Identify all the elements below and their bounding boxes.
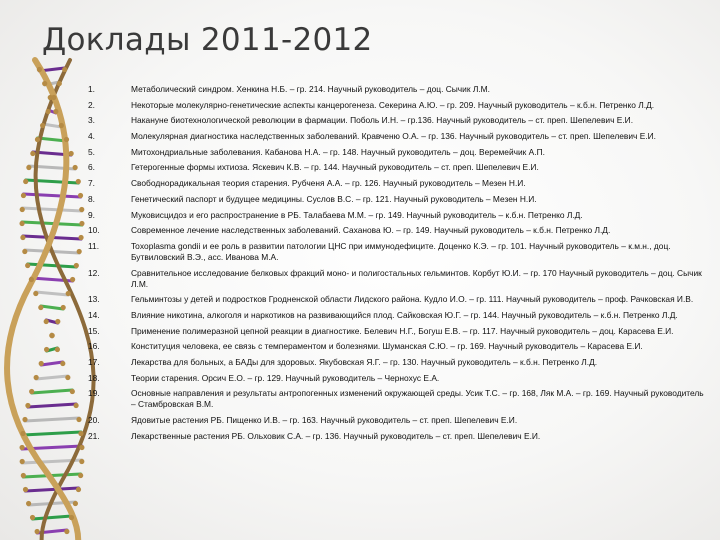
helix-bead [20, 207, 25, 212]
list-item [88, 100, 708, 111]
reports-list [88, 84, 708, 446]
helix-bead [20, 459, 25, 464]
helix-base-pair [36, 292, 68, 295]
helix-bead [35, 137, 40, 142]
helix-bead [39, 361, 44, 366]
helix-bead [29, 277, 34, 282]
helix-bead [50, 333, 55, 338]
helix-bead [74, 263, 79, 268]
list-item [88, 341, 708, 352]
list-item-number: 2. [88, 99, 95, 110]
helix-bead [26, 165, 31, 170]
helix-bead [44, 319, 49, 324]
helix-bead [69, 515, 74, 520]
list-item-number: 1. [88, 84, 95, 94]
helix-bead [78, 473, 83, 478]
list-item-number: 14. [88, 309, 100, 320]
list-item-text: Toxoplasma gondii и ее роль в развитии патологии ЦНС при иммунодефиците. Доценко К.Э. – гр. 101. Научный руководитель – к.м.н., доц. Бутвиловский В.Э., асс. Иванова М.А. [131, 240, 671, 262]
helix-bead [73, 165, 78, 170]
list-item [88, 310, 708, 321]
helix-bead [23, 487, 28, 492]
list-item-text: Метаболический синдром. Хенкина Н.Б. – гр. 214. Научный руководитель – доц. Сычик Л.М. [131, 84, 490, 94]
helix-base-pair [22, 208, 82, 211]
helix-bead [64, 137, 69, 142]
helix-bead [25, 403, 30, 408]
list-item [88, 326, 708, 337]
list-item-text: Конституция человека, ее связь с темпераментом и болезнями. Шуманская С.Ю. – гр. 169. Научный руководитель – Карасева Е.И. [131, 341, 643, 352]
helix-base-pair [41, 306, 63, 309]
list-item-text: Влияние никотина, алкоголя и наркотиков на развивающийся плод. Сайковская Ю.Г. – гр. 144. Научный руководитель – к.б.н. Петренко Л.Д. [131, 309, 678, 320]
list-item [88, 131, 708, 142]
page-title: Доклады 2011-2012 [42, 22, 373, 58]
list-item-number: 4. [88, 131, 95, 142]
list-item-number: 21. [88, 430, 100, 441]
list-item [88, 225, 708, 236]
helix-bead [55, 319, 60, 324]
helix-bead [19, 221, 24, 226]
list-item-number: 9. [88, 209, 95, 220]
list-item-text: Митохондриальные заболевания. Кабанова Н.А. – гр. 148. Научный руководитель – доц. Веремейчик А.П. [131, 146, 545, 157]
helix-bead [78, 235, 83, 240]
helix-bead [64, 529, 69, 534]
helix-bead [55, 347, 60, 352]
list-item-text: Молекулярная диагностика наследственных заболеваний. Кравченю О.А. – гр. 136. Научный руководитель – ст. преп. Шепелевич Е.И. [131, 131, 656, 142]
helix-bead [30, 151, 35, 156]
list-item-number: 10. [88, 225, 100, 236]
list-item-text: Муковисцидоз и его распространение в РБ. Талабаева М.М. – гр. 149. Научный руководитель – к.б.н. Петренко Л.Д. [131, 209, 583, 220]
list-item-number: 18. [88, 372, 100, 383]
list-item [88, 84, 708, 95]
helix-bead [33, 291, 38, 296]
helix-base-pair [26, 488, 79, 491]
helix-base-pair [28, 404, 76, 407]
list-item-number: 17. [88, 357, 100, 367]
list-item-text: Основные направления и результаты антропогенных изменений окружающей среды. Усик Т.С. – гр. 168, Ляк М.А. – гр. 169. Научный руководитель – Стамбровская В.М. [131, 388, 704, 410]
helix-bead [23, 179, 28, 184]
list-item-text: Применение полимеразной цепной реакции в диагностике. Белевич Н.Г., Богуш Е.В. – гр. 117. Научный руководитель – доц. Карасева Е.И. [131, 325, 674, 336]
list-item-text: Гельминтозы у детей и подростков Гродненской области Лидского района. Кудло И.О. – гр. 111. Научный руководитель – проф. Рачковская И.В. [131, 294, 694, 305]
list-item [88, 241, 708, 263]
helix-bead [78, 193, 83, 198]
helix-bead [79, 221, 84, 226]
helix-base-pair [28, 264, 77, 267]
list-item-number: 8. [88, 193, 95, 204]
list-item-text: Лекарства для больных, а БАДы для здоровых. Якубовская Я.Г. – гр. 130. Научный руководитель – к.б.н. Петренко Л.Д. [131, 357, 598, 367]
list-item [88, 194, 708, 205]
list-item [88, 294, 708, 305]
helix-bead [73, 501, 78, 506]
helix-bead [35, 529, 40, 534]
helix-bead [38, 305, 43, 310]
helix-bead [79, 445, 84, 450]
helix-bead [76, 179, 81, 184]
helix-base-pair [22, 222, 82, 225]
helix-base-pair [25, 418, 79, 421]
list-item-text: Теории старения. Орсич Е.О. – гр. 129. Научный руководитель – Чернохус Е.А. [131, 372, 440, 383]
helix-bead [46, 109, 51, 114]
helix-bead [57, 81, 62, 86]
helix-bead [21, 473, 26, 478]
list-item [88, 147, 708, 158]
helix-base-pair [23, 194, 80, 197]
list-item-text: Генетический паспорт и будущее медицины. Суслов В.С. – гр. 121. Научный руководитель – Мезен Н.И. [131, 193, 537, 204]
list-item-number: 16. [88, 341, 100, 352]
helix-bead [20, 431, 25, 436]
helix-bead [59, 123, 64, 128]
helix-bead [60, 361, 65, 366]
list-item-number: 20. [88, 415, 100, 426]
list-item-number: 13. [88, 294, 100, 305]
helix-bead [29, 389, 34, 394]
list-item-text: Сравнительное исследование белковых фракций моно- и полигостальных гельминтов. Корбут Ю.И. – гр. 170 Научный руководитель – доц. Сычик Л.М. [131, 267, 702, 289]
list-item [88, 268, 708, 290]
helix-bead [70, 277, 75, 282]
helix-bead [19, 445, 24, 450]
list-item [88, 115, 708, 126]
helix-bead [20, 235, 25, 240]
list-item [88, 388, 708, 410]
list-item [88, 357, 708, 368]
helix-bead [42, 81, 47, 86]
helix-bead [22, 417, 27, 422]
helix-bead [70, 389, 75, 394]
list-item-number: 6. [88, 162, 95, 173]
helix-base-pair [23, 432, 81, 435]
helix-bead [62, 67, 67, 72]
helix-base-pair [26, 180, 79, 183]
helix-bead [76, 487, 81, 492]
list-item-number: 19. [88, 388, 100, 399]
list-item-text: Современное лечение наследственных заболеваний. Саханова Ю. – гр. 149. Научный руководитель – к.б.н. Петренко Л.Д. [131, 225, 611, 236]
list-item-text: Лекарственные растения РБ. Ольховик С.А. – гр. 136. Научный руководитель – ст. преп. Шепелевич Е.И. [131, 430, 541, 441]
helix-bead [53, 109, 58, 114]
list-item-text: Гетерогенные формы ихтиоза. Яскевич К.В. – гр. 144. Научный руководитель – ст. преп. Шепелевич Е.И. [131, 162, 539, 173]
helix-bead [69, 151, 74, 156]
helix-bead [66, 291, 71, 296]
list-item [88, 178, 708, 189]
helix-bead [25, 263, 30, 268]
helix-bead [78, 431, 83, 436]
list-item-number: 12. [88, 267, 100, 278]
list-item [88, 162, 708, 173]
helix-base-pair [41, 362, 63, 365]
helix-bead [79, 207, 84, 212]
helix-base-pair [32, 390, 73, 393]
list-item-text: Накануне биотехнологической революции в фармации. Поболь И.Н. – гр.136. Научный руководитель – ст. преп. Шепелевич Е.И. [131, 115, 634, 126]
helix-bead [73, 403, 78, 408]
list-item-number: 3. [88, 115, 95, 126]
list-item-text: Некоторые молекулярно-генетические аспекты канцерогенеза. Секерина А.Ю. – гр. 209. Научный руководитель – к.б.н. Петренко Л.Д. [131, 99, 655, 110]
helix-bead [76, 417, 81, 422]
helix-bead [77, 249, 82, 254]
list-item-number: 7. [88, 178, 95, 189]
helix-bead [21, 193, 26, 198]
helix-bead [79, 459, 84, 464]
helix-bead [22, 249, 27, 254]
helix-bead [40, 123, 45, 128]
list-item-number: 11. [88, 240, 100, 251]
helix-bead [37, 67, 42, 72]
helix-bead [34, 375, 39, 380]
helix-bead [65, 375, 70, 380]
helix-base-pair [36, 376, 68, 379]
helix-bead [26, 501, 31, 506]
list-item [88, 431, 708, 442]
list-item [88, 415, 708, 426]
list-item-text: Свободнорадикальная теория старения. Рубченя А.А. – гр. 126. Научный руководитель – Мезен Н.И. [131, 178, 526, 189]
helix-bead [48, 95, 53, 100]
list-item-number: 15. [88, 325, 100, 336]
helix-bead [30, 515, 35, 520]
helix-bead [44, 347, 49, 352]
list-item-number: 5. [88, 146, 95, 157]
list-item [88, 373, 708, 384]
helix-base-pair [33, 516, 72, 519]
helix-bead [61, 305, 66, 310]
list-item-text: Ядовитые растения РБ. Пищенко И.В. – гр. 163. Научный руководитель – ст. преп. Шепелевич Е.И. [131, 415, 518, 426]
list-item [88, 210, 708, 221]
